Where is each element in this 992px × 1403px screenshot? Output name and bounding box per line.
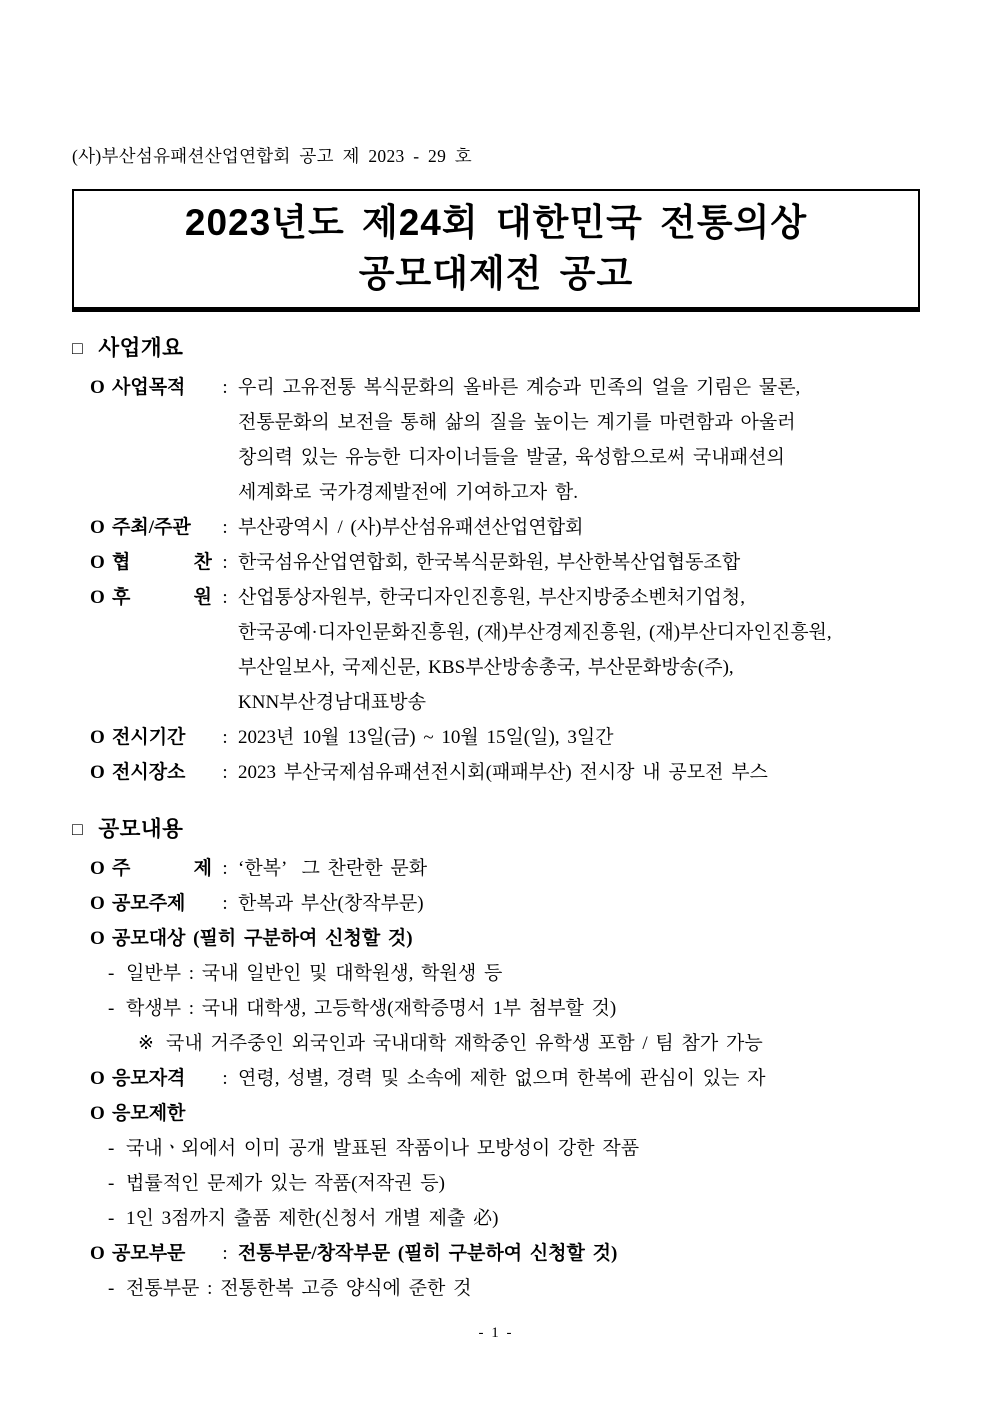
item-bullet-icon: O [90, 858, 105, 879]
subject-colon: : [222, 858, 228, 879]
host-label: 주최/주관 [112, 517, 191, 538]
item-bullet-icon: O [90, 727, 105, 748]
row-support-cont [72, 650, 920, 685]
host-text: 부산광역시 / (사)부산섬유패션산업연합회 [238, 517, 584, 538]
host-colon: : [222, 517, 228, 538]
dash-bullet-icon: - [108, 963, 115, 984]
row-target-general [72, 956, 920, 991]
item-bullet-icon: O [90, 1103, 105, 1124]
period-label: 전시기간 [112, 727, 186, 748]
reference-mark-icon: ※ [138, 1033, 154, 1054]
sponsor-text: 한국섬유산업연합회, 한국복식문화원, 부산한복산업협동조합 [238, 552, 741, 573]
item-bullet-icon: O [90, 1243, 105, 1264]
support-text-line1: 산업통상자원부, 한국디자인진흥원, 부산지방중소벤처기업청, [238, 587, 745, 608]
purpose-label: 사업목적 [112, 377, 186, 398]
period-text: 2023년 10월 13일(금) ~ 10월 15일(일), 3일간 [238, 727, 614, 748]
row-support-cont [72, 685, 920, 720]
row-eligibility [72, 1061, 920, 1096]
item-bullet-icon: O [90, 928, 105, 949]
category-trad-text: 전통부문 : 전통한복 고증 양식에 준한 것 [126, 1278, 472, 1299]
sponsor-label: 협 찬 [112, 552, 212, 573]
restriction-label: 응모제한 [112, 1103, 186, 1124]
square-bullet-icon: □ [72, 338, 84, 358]
restriction-1-text: 국내ㆍ외에서 이미 공개 발표된 작품이나 모방성이 강한 작품 [126, 1138, 640, 1159]
row-target-student [72, 991, 920, 1026]
theme-colon: : [222, 893, 228, 914]
category-label: 공모부문 [112, 1243, 186, 1264]
doc-number: (사)부산섬유패션산업연합회 공고 제 2023 - 29 호 [72, 146, 473, 166]
row-restriction [72, 1096, 920, 1131]
row-theme [72, 886, 920, 921]
page-number: - 1 - [478, 1325, 514, 1341]
purpose-text-line4: 세계화로 국가경제발전에 기여하고자 함. [238, 482, 579, 503]
row-period [72, 720, 920, 755]
target-note-text: 국내 거주중인 외국인과 국내대학 재학중인 유학생 포함 / 팀 참가 가능 [166, 1033, 763, 1054]
row-support [72, 580, 920, 615]
dash-bullet-icon: - [108, 998, 115, 1019]
target-label: 공모대상 (필히 구분하여 신청할 것) [112, 928, 413, 949]
venue-text: 2023 부산국제섬유패션전시회(패패부산) 전시장 내 공모전 부스 [238, 762, 768, 783]
venue-label: 전시장소 [112, 762, 186, 783]
row-subject [72, 851, 920, 886]
title-box [72, 189, 920, 312]
item-bullet-icon: O [90, 1068, 105, 1089]
dash-bullet-icon: - [108, 1208, 115, 1229]
subject-text: ‘한복’ 그 찬란한 문화 [238, 858, 428, 879]
support-label: 후 원 [112, 587, 212, 608]
eligibility-colon: : [222, 1068, 228, 1089]
row-host [72, 510, 920, 545]
subject-label: 주 제 [112, 858, 212, 879]
row-purpose-cont [72, 475, 920, 510]
section-overview-title: 사업개요 [98, 336, 184, 360]
section-contest-body [72, 851, 920, 1306]
row-support-cont [72, 615, 920, 650]
row-purpose-cont [72, 440, 920, 475]
eligibility-label: 응모자격 [112, 1068, 186, 1089]
category-text: 전통부문/창작부문 (필히 구분하여 신청할 것) [238, 1243, 618, 1264]
section-contest-title: 공모내용 [98, 817, 184, 841]
row-target [72, 921, 920, 956]
period-colon: : [222, 727, 228, 748]
target-student-text: 학생부 : 국내 대학생, 고등학생(재학증명서 1부 첨부할 것) [126, 998, 617, 1019]
row-sponsor [72, 545, 920, 580]
title-line-1: 2023년도 제24회 대한민국 전통의상 [184, 202, 808, 243]
item-bullet-icon: O [90, 587, 105, 608]
row-target-note [72, 1026, 920, 1061]
dash-bullet-icon: - [108, 1278, 115, 1299]
item-bullet-icon: O [90, 762, 105, 783]
square-bullet-icon: □ [72, 819, 84, 839]
item-bullet-icon: O [90, 552, 105, 573]
row-restriction-3 [72, 1201, 920, 1236]
venue-colon: : [222, 762, 228, 783]
purpose-text-line1: 우리 고유전통 복식문화의 올바른 계승과 민족의 얼을 기림은 물론, [238, 377, 801, 398]
row-purpose [72, 370, 920, 405]
support-text-line3: 부산일보사, 국제신문, KBS부산방송총국, 부산문화방송(주), [238, 657, 734, 678]
purpose-colon: : [222, 377, 228, 398]
eligibility-text: 연령, 성별, 경력 및 소속에 제한 없으며 한복에 관심이 있는 자 [238, 1068, 766, 1089]
title-line-2: 공모대제전 공고 [358, 253, 634, 294]
section-contest-heading [72, 814, 920, 844]
row-venue [72, 755, 920, 790]
row-category-trad [72, 1271, 920, 1306]
purpose-text-line3: 창의력 있는 유능한 디자이너들을 발굴, 육성함으로써 국내패션의 [238, 447, 785, 468]
restriction-3-text: 1인 3점까지 출품 제한(신청서 개별 제출 必) [126, 1208, 499, 1229]
dash-bullet-icon: - [108, 1173, 115, 1194]
theme-label: 공모주제 [112, 893, 186, 914]
row-purpose-cont [72, 405, 920, 440]
row-restriction-2 [72, 1166, 920, 1201]
section-overview-heading [72, 333, 920, 363]
row-restriction-1 [72, 1131, 920, 1166]
restriction-2-text: 법률적인 문제가 있는 작품(저작권 등) [126, 1173, 445, 1194]
target-general-text: 일반부 : 국내 일반인 및 대학원생, 학원생 등 [126, 963, 503, 984]
section-overview-body [72, 370, 920, 790]
support-text-line2: 한국공예·디자인문화진흥원, (재)부산경제진흥원, (재)부산디자인진흥원, [238, 622, 832, 643]
category-colon: : [222, 1243, 228, 1264]
item-bullet-icon: O [90, 893, 105, 914]
support-colon: : [222, 587, 228, 608]
purpose-text-line2: 전통문화의 보전을 통해 삶의 질을 높이는 계기를 마련함과 아울러 [238, 412, 796, 433]
item-bullet-icon: O [90, 517, 105, 538]
row-category [72, 1236, 920, 1271]
support-text-line4: KNN부산경남대표방송 [238, 692, 426, 713]
sponsor-colon: : [222, 552, 228, 573]
item-bullet-icon: O [90, 377, 105, 398]
dash-bullet-icon: - [108, 1138, 115, 1159]
theme-text: 한복과 부산(창작부문) [238, 893, 424, 914]
